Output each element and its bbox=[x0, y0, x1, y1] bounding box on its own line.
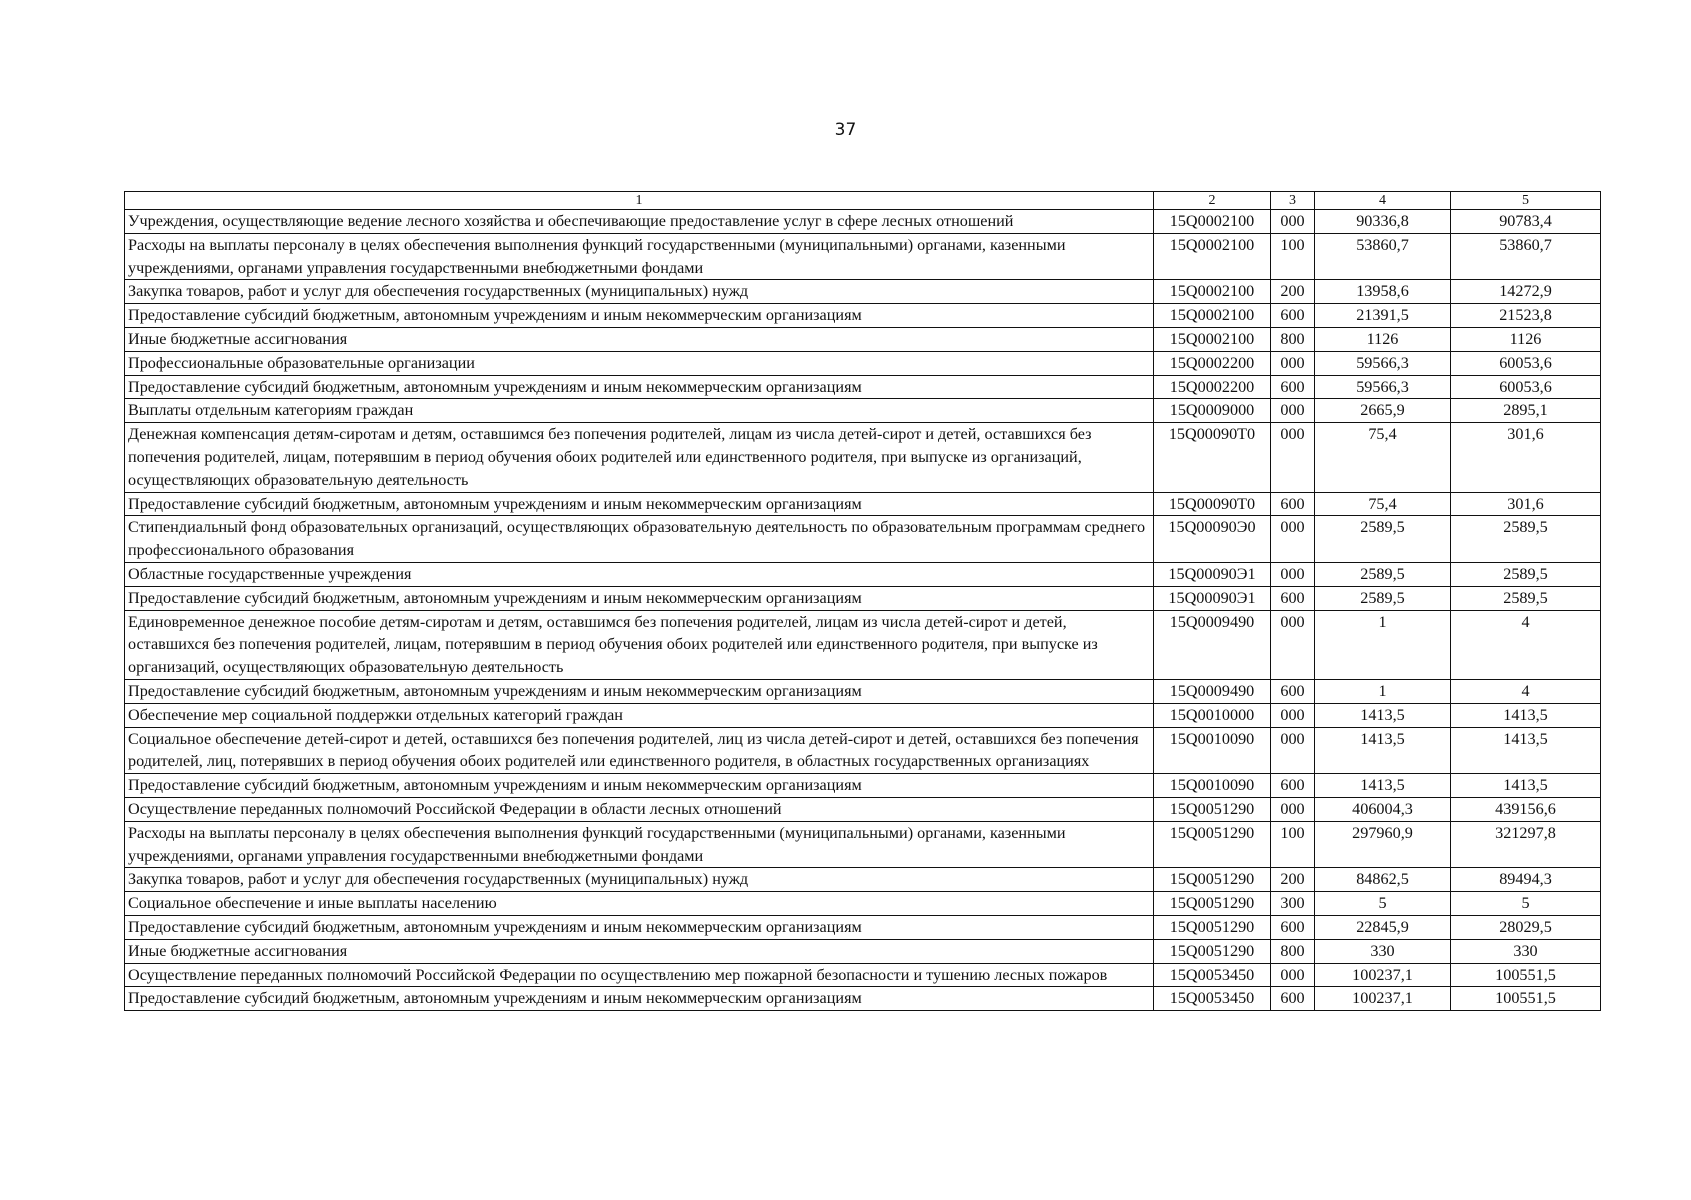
amount-year-2: 4 bbox=[1451, 679, 1601, 703]
table-row bbox=[125, 868, 1601, 892]
expense-type-code: 100 bbox=[1271, 233, 1315, 280]
amount-year-2: 5 bbox=[1451, 892, 1601, 916]
amount-year-2: 28029,5 bbox=[1451, 915, 1601, 939]
table-row bbox=[125, 351, 1601, 375]
table-row bbox=[125, 987, 1601, 1011]
target-article-code: 15Q0009000 bbox=[1154, 399, 1271, 423]
table-row bbox=[125, 774, 1601, 798]
amount-year-1: 13958,6 bbox=[1315, 280, 1451, 304]
table-row bbox=[125, 939, 1601, 963]
expense-type-code: 000 bbox=[1271, 703, 1315, 727]
amount-year-2: 89494,3 bbox=[1451, 868, 1601, 892]
target-article-code: 15Q00090Э1 bbox=[1154, 562, 1271, 586]
amount-year-2: 53860,7 bbox=[1451, 233, 1601, 280]
expense-type-code: 600 bbox=[1271, 304, 1315, 328]
expense-type-code: 000 bbox=[1271, 210, 1315, 234]
page-number: 37 bbox=[834, 120, 857, 140]
amount-year-2: 21523,8 bbox=[1451, 304, 1601, 328]
table-row bbox=[125, 892, 1601, 916]
expense-type-code: 600 bbox=[1271, 586, 1315, 610]
target-article-code: 15Q00090Т0 bbox=[1154, 492, 1271, 516]
table-row bbox=[125, 915, 1601, 939]
target-article-code: 15Q0009490 bbox=[1154, 679, 1271, 703]
amount-year-1: 90336,8 bbox=[1315, 210, 1451, 234]
table-row bbox=[125, 821, 1601, 868]
row-name: Расходы на выплаты персоналу в целях обеспечения выполнения функций государственными (муниципальными) органами, казенными учреждениями, органами управления государственными внебюджетными фондами bbox=[125, 821, 1154, 868]
expense-type-code: 300 bbox=[1271, 892, 1315, 916]
table-row bbox=[125, 492, 1601, 516]
amount-year-2: 439156,6 bbox=[1451, 797, 1601, 821]
expense-type-code: 600 bbox=[1271, 679, 1315, 703]
row-name: Осуществление переданных полномочий Российской Федерации по осуществлению мер пожарной безопасности и тушению лесных пожаров bbox=[125, 963, 1154, 987]
amount-year-1: 1 bbox=[1315, 679, 1451, 703]
row-name: Предоставление субсидий бюджетным, автономным учреждениям и иным некоммерческим организациям bbox=[125, 774, 1154, 798]
target-article-code: 15Q0010000 bbox=[1154, 703, 1271, 727]
row-name: Иные бюджетные ассигнования bbox=[125, 939, 1154, 963]
amount-year-1: 75,4 bbox=[1315, 492, 1451, 516]
row-name: Предоставление субсидий бюджетным, автономным учреждениям и иным некоммерческим организациям bbox=[125, 586, 1154, 610]
expense-type-code: 000 bbox=[1271, 727, 1315, 774]
row-name: Предоставление субсидий бюджетным, автономным учреждениям и иным некоммерческим организациям bbox=[125, 987, 1154, 1011]
expense-type-code: 000 bbox=[1271, 610, 1315, 679]
table-row bbox=[125, 210, 1601, 234]
budget-table bbox=[124, 191, 1601, 1011]
row-name: Профессиональные образовательные организации bbox=[125, 351, 1154, 375]
amount-year-2: 4 bbox=[1451, 610, 1601, 679]
expense-type-code: 100 bbox=[1271, 821, 1315, 868]
amount-year-2: 2589,5 bbox=[1451, 516, 1601, 563]
amount-year-2: 1413,5 bbox=[1451, 727, 1601, 774]
amount-year-1: 2589,5 bbox=[1315, 562, 1451, 586]
amount-year-1: 2589,5 bbox=[1315, 516, 1451, 563]
amount-year-1: 406004,3 bbox=[1315, 797, 1451, 821]
row-name: Предоставление субсидий бюджетным, автономным учреждениям и иным некоммерческим организациям bbox=[125, 304, 1154, 328]
table-row bbox=[125, 423, 1601, 492]
column-header-name: 1 bbox=[125, 192, 1154, 210]
amount-year-2: 14272,9 bbox=[1451, 280, 1601, 304]
amount-year-1: 2589,5 bbox=[1315, 586, 1451, 610]
header-row bbox=[125, 192, 1601, 210]
target-article-code: 15Q0002100 bbox=[1154, 280, 1271, 304]
table-row bbox=[125, 586, 1601, 610]
target-article-code: 15Q0002100 bbox=[1154, 327, 1271, 351]
table-row bbox=[125, 727, 1601, 774]
amount-year-1: 1126 bbox=[1315, 327, 1451, 351]
amount-year-1: 1 bbox=[1315, 610, 1451, 679]
row-name: Предоставление субсидий бюджетным, автономным учреждениям и иным некоммерческим организациям bbox=[125, 375, 1154, 399]
table-row bbox=[125, 233, 1601, 280]
target-article-code: 15Q0051290 bbox=[1154, 868, 1271, 892]
amount-year-2: 90783,4 bbox=[1451, 210, 1601, 234]
amount-year-2: 1413,5 bbox=[1451, 703, 1601, 727]
amount-year-2: 321297,8 bbox=[1451, 821, 1601, 868]
amount-year-1: 1413,5 bbox=[1315, 727, 1451, 774]
expense-type-code: 600 bbox=[1271, 987, 1315, 1011]
target-article-code: 15Q0002100 bbox=[1154, 304, 1271, 328]
amount-year-1: 22845,9 bbox=[1315, 915, 1451, 939]
amount-year-1: 100237,1 bbox=[1315, 963, 1451, 987]
amount-year-1: 330 bbox=[1315, 939, 1451, 963]
column-header-year-2: 5 bbox=[1451, 192, 1601, 210]
row-name: Закупка товаров, работ и услуг для обеспечения государственных (муниципальных) нужд bbox=[125, 868, 1154, 892]
target-article-code: 15Q00090Э1 bbox=[1154, 586, 1271, 610]
target-article-code: 15Q0002100 bbox=[1154, 210, 1271, 234]
target-article-code: 15Q00090Т0 bbox=[1154, 423, 1271, 492]
amount-year-1: 84862,5 bbox=[1315, 868, 1451, 892]
expense-type-code: 600 bbox=[1271, 492, 1315, 516]
amount-year-2: 301,6 bbox=[1451, 423, 1601, 492]
expense-type-code: 000 bbox=[1271, 963, 1315, 987]
amount-year-2: 2589,5 bbox=[1451, 562, 1601, 586]
amount-year-2: 1126 bbox=[1451, 327, 1601, 351]
row-name: Предоставление субсидий бюджетным, автономным учреждениям и иным некоммерческим организациям bbox=[125, 679, 1154, 703]
column-header-year-1: 4 bbox=[1315, 192, 1451, 210]
column-header-type: 3 bbox=[1271, 192, 1315, 210]
column-header-code: 2 bbox=[1154, 192, 1271, 210]
table-row bbox=[125, 280, 1601, 304]
target-article-code: 15Q0009490 bbox=[1154, 610, 1271, 679]
expense-type-code: 000 bbox=[1271, 351, 1315, 375]
table-row bbox=[125, 304, 1601, 328]
expense-type-code: 600 bbox=[1271, 375, 1315, 399]
target-article-code: 15Q0010090 bbox=[1154, 727, 1271, 774]
row-name: Социальное обеспечение и иные выплаты населению bbox=[125, 892, 1154, 916]
row-name: Выплаты отдельным категориям граждан bbox=[125, 399, 1154, 423]
table-row bbox=[125, 562, 1601, 586]
target-article-code: 15Q0051290 bbox=[1154, 939, 1271, 963]
row-name: Стипендиальный фонд образовательных организаций, осуществляющих образовательную деятельность по образовательным программам среднего профессионального образования bbox=[125, 516, 1154, 563]
amount-year-1: 5 bbox=[1315, 892, 1451, 916]
amount-year-1: 53860,7 bbox=[1315, 233, 1451, 280]
row-name: Обеспечение мер социальной поддержки отдельных категорий граждан bbox=[125, 703, 1154, 727]
amount-year-1: 75,4 bbox=[1315, 423, 1451, 492]
table-row bbox=[125, 963, 1601, 987]
amount-year-1: 100237,1 bbox=[1315, 987, 1451, 1011]
target-article-code: 15Q0053450 bbox=[1154, 987, 1271, 1011]
amount-year-2: 1413,5 bbox=[1451, 774, 1601, 798]
row-name: Расходы на выплаты персоналу в целях обеспечения выполнения функций государственными (муниципальными) органами, казенными учреждениями, органами управления государственными внебюджетными фондами bbox=[125, 233, 1154, 280]
expense-type-code: 200 bbox=[1271, 280, 1315, 304]
table-row bbox=[125, 679, 1601, 703]
amount-year-2: 301,6 bbox=[1451, 492, 1601, 516]
row-name: Осуществление переданных полномочий Российской Федерации в области лесных отношений bbox=[125, 797, 1154, 821]
table-row bbox=[125, 327, 1601, 351]
expense-type-code: 000 bbox=[1271, 516, 1315, 563]
target-article-code: 15Q0053450 bbox=[1154, 963, 1271, 987]
expense-type-code: 800 bbox=[1271, 327, 1315, 351]
amount-year-1: 21391,5 bbox=[1315, 304, 1451, 328]
row-name: Областные государственные учреждения bbox=[125, 562, 1154, 586]
row-name: Социальное обеспечение детей-сирот и детей, оставшихся без попечения родителей, лиц из числа детей-сирот и детей, оставшихся без попечения родителей, лиц, потерявших в период обучения обоих родителей или единственного родителя, в областных государственных организациях bbox=[125, 727, 1154, 774]
row-name: Иные бюджетные ассигнования bbox=[125, 327, 1154, 351]
target-article-code: 15Q0002200 bbox=[1154, 351, 1271, 375]
table-row bbox=[125, 610, 1601, 679]
target-article-code: 15Q0051290 bbox=[1154, 821, 1271, 868]
expense-type-code: 600 bbox=[1271, 915, 1315, 939]
row-name: Единовременное денежное пособие детям-сиротам и детям, оставшимся без попечения родителей, лицам из числа детей-сирот и детей, оставшихся без попечения родителей, лицам, потерявшим в период обучения обоих родителей или единственного родителя, при выпуске из организаций, осуществляющих образовательную деятельность bbox=[125, 610, 1154, 679]
row-name: Закупка товаров, работ и услуг для обеспечения государственных (муниципальных) нужд bbox=[125, 280, 1154, 304]
expense-type-code: 200 bbox=[1271, 868, 1315, 892]
amount-year-2: 60053,6 bbox=[1451, 375, 1601, 399]
table-row bbox=[125, 797, 1601, 821]
table-body bbox=[125, 210, 1601, 1011]
table-row bbox=[125, 375, 1601, 399]
amount-year-2: 2895,1 bbox=[1451, 399, 1601, 423]
amount-year-1: 2665,9 bbox=[1315, 399, 1451, 423]
amount-year-1: 1413,5 bbox=[1315, 774, 1451, 798]
row-name: Предоставление субсидий бюджетным, автономным учреждениям и иным некоммерческим организациям bbox=[125, 492, 1154, 516]
amount-year-1: 59566,3 bbox=[1315, 351, 1451, 375]
amount-year-2: 330 bbox=[1451, 939, 1601, 963]
amount-year-2: 60053,6 bbox=[1451, 351, 1601, 375]
amount-year-1: 59566,3 bbox=[1315, 375, 1451, 399]
table-row bbox=[125, 399, 1601, 423]
expense-type-code: 600 bbox=[1271, 774, 1315, 798]
target-article-code: 15Q00090Э0 bbox=[1154, 516, 1271, 563]
target-article-code: 15Q0051290 bbox=[1154, 797, 1271, 821]
row-name: Предоставление субсидий бюджетным, автономным учреждениям и иным некоммерческим организациям bbox=[125, 915, 1154, 939]
target-article-code: 15Q0010090 bbox=[1154, 774, 1271, 798]
target-article-code: 15Q0051290 bbox=[1154, 892, 1271, 916]
target-article-code: 15Q0051290 bbox=[1154, 915, 1271, 939]
expense-type-code: 000 bbox=[1271, 399, 1315, 423]
amount-year-2: 100551,5 bbox=[1451, 987, 1601, 1011]
target-article-code: 15Q0002100 bbox=[1154, 233, 1271, 280]
expense-type-code: 000 bbox=[1271, 797, 1315, 821]
amount-year-1: 297960,9 bbox=[1315, 821, 1451, 868]
expense-type-code: 000 bbox=[1271, 562, 1315, 586]
row-name: Денежная компенсация детям-сиротам и детям, оставшимся без попечения родителей, лицам из числа детей-сирот и детей, оставшихся без попечения родителей, лицам, потерявшим в период обучения обоих родителей или единственного родителя, при выпуске из организаций, осуществляющих образовательную деятельность bbox=[125, 423, 1154, 492]
amount-year-1: 1413,5 bbox=[1315, 703, 1451, 727]
expense-type-code: 800 bbox=[1271, 939, 1315, 963]
expense-type-code: 000 bbox=[1271, 423, 1315, 492]
target-article-code: 15Q0002200 bbox=[1154, 375, 1271, 399]
table-row bbox=[125, 516, 1601, 563]
table-row bbox=[125, 703, 1601, 727]
amount-year-2: 100551,5 bbox=[1451, 963, 1601, 987]
row-name: Учреждения, осуществляющие ведение лесного хозяйства и обеспечивающие предоставление услуг в сфере лесных отношений bbox=[125, 210, 1154, 234]
amount-year-2: 2589,5 bbox=[1451, 586, 1601, 610]
